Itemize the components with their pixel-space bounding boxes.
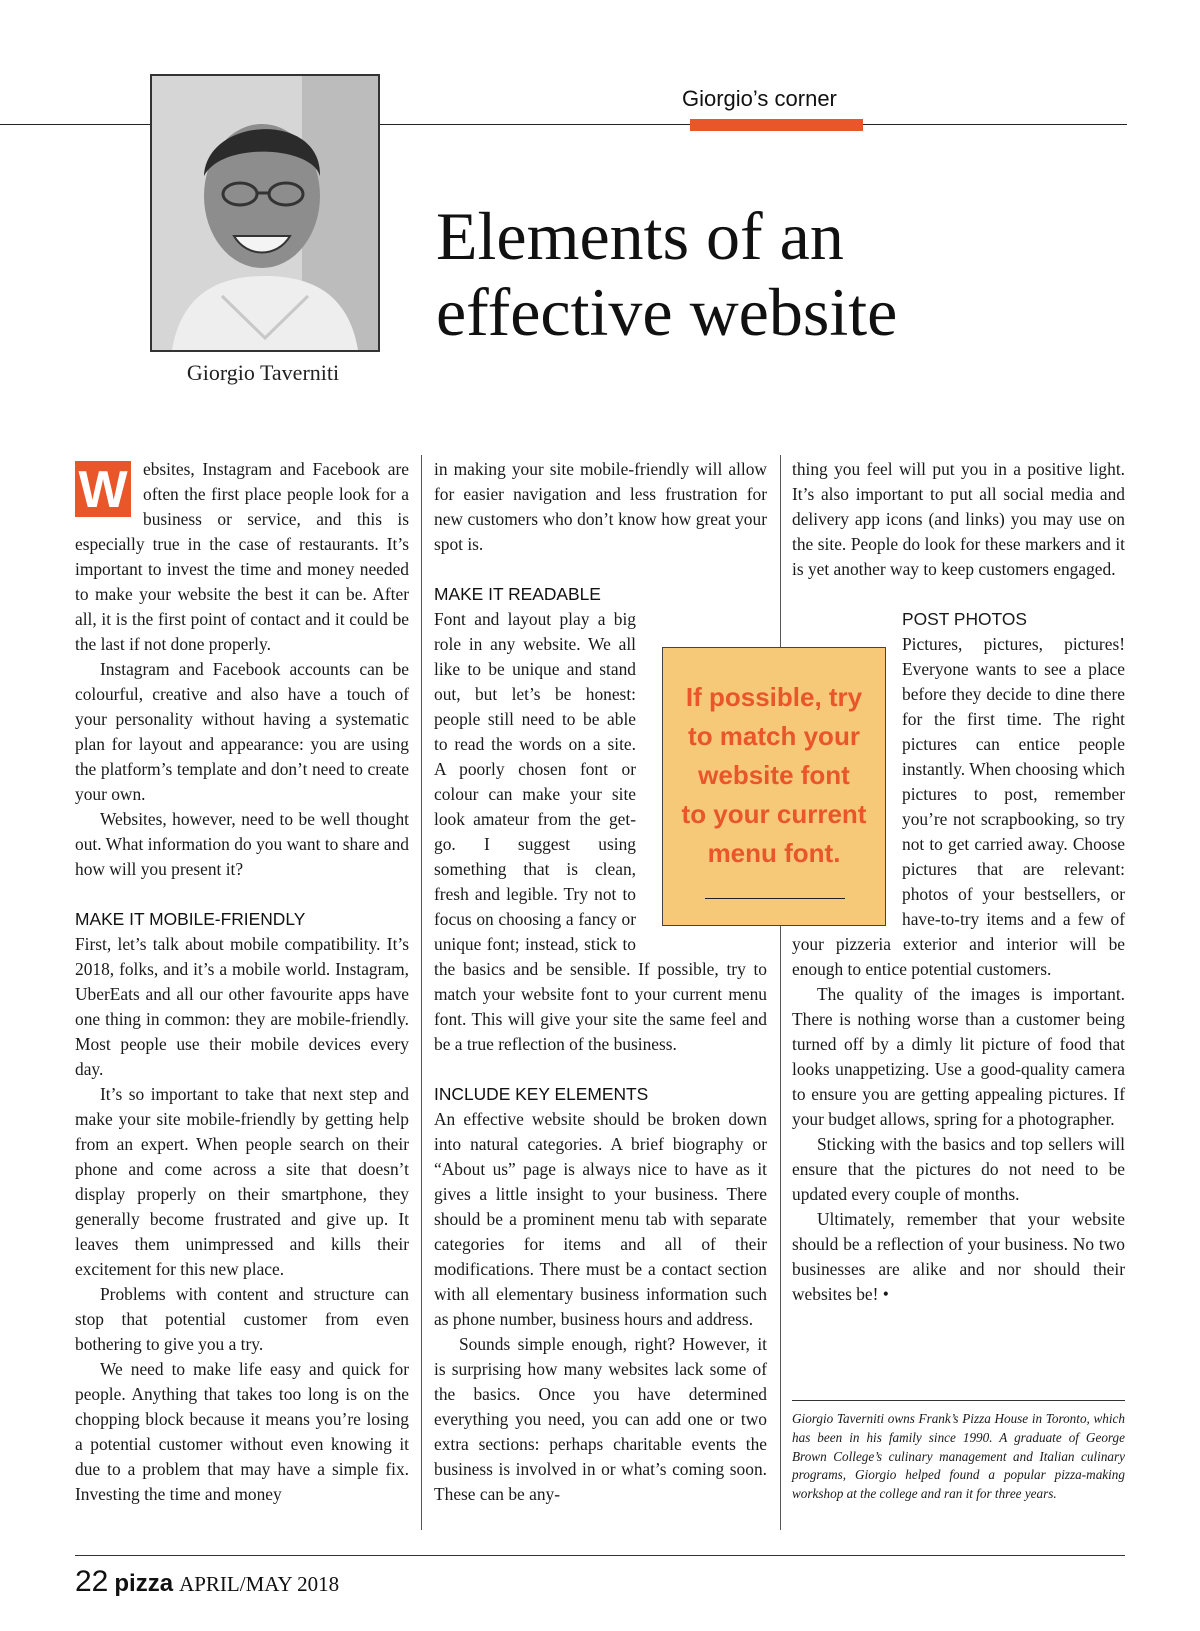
author-caption: Giorgio Taverniti: [186, 360, 340, 385]
paragraph-text: Pictures, pictures, pictures! Everyone wants to see a place before they decide to dine there for the first time. The right pictures can entice people instantly. When choosing which pictures to post, remember you’re not scrapbooking, so try not to get carried away. Choose pictures that are relevant: photos of your bestsellers, or have-to-try items and a few of your pizzeria exterior and interior will be enough to entice potential customers.: [792, 634, 1125, 979]
bio-divider: [792, 1400, 1125, 1401]
page-number: 22: [75, 1565, 109, 1598]
author-photo: [150, 74, 380, 352]
pull-quote-line: If possible, try: [685, 682, 863, 712]
article-title: [436, 198, 897, 350]
paragraph: Websites, however, need to be well thought out. What information do you want to share and how will you present it?: [75, 809, 409, 879]
paragraph: Sounds simple enough, right? However, it is surprising how many websites lack some of the basics. Once you have determined everything you need, you can add one or two extra sections: perhaps charitable events the business is involved in or what’s coming soon. These can be any-: [434, 1334, 767, 1504]
subheading: INCLUDE KEY ELEMENTS: [434, 1084, 649, 1104]
paragraph: First, let’s talk about mobile compatibility. It’s 2018, folks, and it’s a mobile world. Instagram, UberEats and all our other favourite apps have one thing in common: they are mobile-friendly. Most people use their mobile devices every day.: [75, 934, 409, 1079]
paragraph: [75, 457, 409, 657]
pull-quote-line: to your current: [681, 799, 867, 829]
title-line-2: effective website: [436, 274, 898, 350]
pull-quote-line: to match your: [688, 721, 860, 751]
paragraph: An effective website should be broken down into natural categories. A brief biography or “About us” page is always nice to have as it gives a little insight to your business. There should be a prominent menu tab with separate categories for items and all of their modifications. There must be a contact section with all elementary business information such as phone number, business hours and address.: [434, 1109, 767, 1329]
author-bio: Giorgio Taverniti owns Frank’s Pizza House in Toronto, which has been in his family since 1990. A graduate of George Brown College’s culinary management and Italian culinary programs, Giorgio helped found a popular pizza-making workshop at the college and ran it for three years.: [792, 1411, 1125, 1502]
article-column-2: [434, 457, 767, 1507]
subheading: POST PHOTOS: [902, 609, 1027, 629]
paragraph: Instagram and Facebook accounts can be colourful, creative and also have a touch of your personality without having a systematic plan for layout and appearance: you are using the platform’s template and don’t need to create your own.: [75, 659, 409, 804]
paragraph: The quality of the images is important. There is nothing worse than a customer being turned off by a dimly lit picture of food that looks unappetizing. Use a good-quality camera to ensure you are getting appealing pictures. If your budget allows, spring for a photographer.: [792, 984, 1125, 1129]
pull-quote-line: website font: [698, 760, 850, 790]
footer-rule: [75, 1555, 1125, 1556]
pull-quote-text: [663, 678, 885, 873]
section-accent-bar: [690, 119, 863, 131]
title-line-1: Elements of an: [436, 198, 844, 274]
paragraph: in making your site mobile-friendly will allow for easier navigation and less frustration for new customers who don’t know how great your spot is.: [434, 459, 767, 554]
issue-date: APRIL/MAY 2018: [179, 1572, 340, 1596]
drop-cap: W: [75, 461, 131, 517]
paragraph-text: ebsites, Instagram and Facebook are often the first place people look for a business or service, and this is especially true in the case of restaurants. It’s important to invest the time and money needed to make your website the best it can be. After all, it is the first point of contact and it could be the last if not done properly.: [75, 459, 409, 654]
column-divider: [421, 455, 422, 1530]
pull-quote-line: menu font.: [707, 838, 841, 868]
magazine-name: pizza: [114, 1570, 174, 1597]
paragraph: Sticking with the basics and top sellers will ensure that the pictures do not need to be updated every couple of months.: [792, 1134, 1125, 1204]
article-column-1: [75, 457, 409, 1507]
pull-quote-rule: [705, 898, 845, 899]
page-footer: [75, 1565, 339, 1599]
subheading: MAKE IT READABLE: [434, 584, 601, 604]
paragraph: thing you feel will put you in a positive light. It’s also important to put all social media and delivery app icons (and links) you may use on the site. People do look for these markers and it is yet another way to keep customers engaged.: [792, 459, 1125, 579]
paragraph: It’s so important to take that next step and make your site mobile-friendly by getting help from an expert. When people search on their phone and come across a site that doesn’t display properly on their smartphone, they generally become frustrated and give up. It leaves them unimpressed and kills their excitement for this new place.: [75, 1084, 409, 1279]
subheading: MAKE IT MOBILE-FRIENDLY: [75, 909, 306, 929]
paragraph: We need to make life easy and quick for people. Anything that takes too long is on the chopping block because it means you’re losing a potential customer without even knowing it due to a problem that may have a simple fix. Investing the time and money: [75, 1359, 409, 1504]
paragraph: Ultimately, remember that your website should be a reflection of your business. No two businesses are alike and nor should their websites be! •: [792, 1209, 1125, 1304]
paragraph: Problems with content and structure can stop that potential customer from even bothering to give you a try.: [75, 1284, 409, 1354]
pull-quote: [662, 647, 886, 926]
paragraph-text: Font and layout play a big role in any website. We all like to be unique and stand out, but let’s be honest: people still need to be able to read the words on a site. A poorly chosen font or colour can make your site look amateur from the get-go. I suggest using something that is clean, fresh and legible. Try not to focus on choosing a fancy or unique font; instead, stick to the basics and be sensible. If possible, try to match your website font to your current menu font. This will give your site the same feel and be a true reflection of the business.: [434, 609, 767, 1054]
section-label: Giorgio’s corner: [682, 86, 837, 111]
